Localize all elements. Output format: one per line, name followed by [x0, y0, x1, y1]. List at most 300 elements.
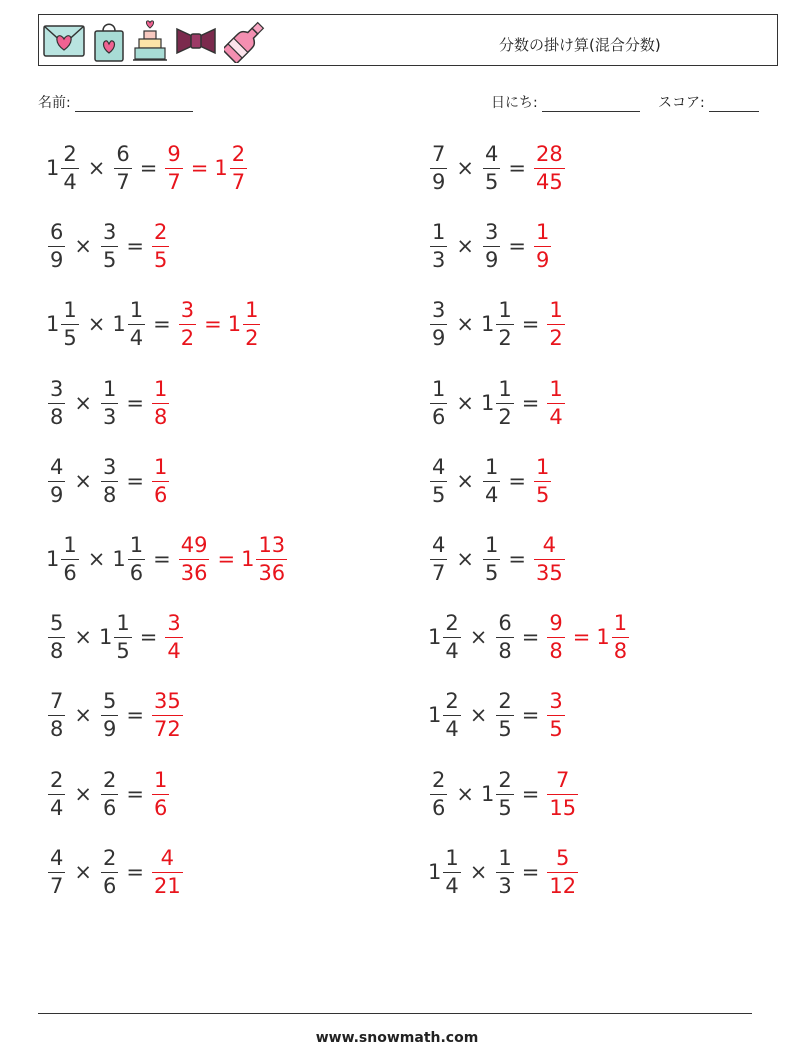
operand-b-numerator: 1	[498, 376, 512, 401]
answer-improper-fraction-bar	[165, 637, 182, 638]
operand-a-fraction-bar	[430, 794, 447, 795]
answer-mixed-denominator: 8	[613, 639, 628, 664]
operand-b-fraction	[483, 144, 500, 193]
answer-improper-number	[177, 535, 212, 584]
answer	[545, 691, 566, 740]
operand-a-number	[428, 535, 449, 584]
answer-improper-numerator: 1	[535, 220, 550, 245]
answer-improper-numerator: 9	[167, 142, 181, 166]
answer-improper-fraction-bar	[534, 246, 551, 247]
problem-10	[428, 454, 553, 507]
operand-a-fraction	[443, 691, 460, 740]
operand-a-fraction-bar	[443, 872, 460, 873]
answer-mixed-number	[596, 613, 631, 662]
operand-a-fraction	[48, 376, 65, 429]
operand-a-fraction-bar	[48, 637, 65, 638]
operand-b-number	[112, 535, 147, 584]
operand-a-fraction	[430, 222, 447, 271]
answer-mixed-denominator: 2	[245, 326, 259, 351]
operand-b-number	[481, 144, 502, 193]
operand-b-number	[494, 845, 515, 898]
operand-b-fraction-bar	[101, 715, 118, 716]
operand-a-denominator: 6	[432, 404, 446, 429]
answer-improper-fraction	[534, 144, 565, 193]
operand-a-numerator: 2	[50, 767, 64, 792]
answer-improper-numerator: 1	[549, 298, 563, 323]
answer-mixed-whole: 1	[214, 156, 228, 180]
operand-b-numerator: 6	[116, 142, 130, 166]
operand-b-numerator: 2	[498, 689, 512, 714]
answer-improper-number	[545, 613, 566, 662]
equals-sign: =	[126, 859, 144, 884]
operand-a-whole: 1	[46, 547, 60, 571]
answer-improper-fraction-bar	[152, 794, 169, 795]
operand-b-denominator: 8	[498, 639, 512, 664]
operand-b-fraction	[496, 691, 513, 740]
operand-b-denominator: 7	[116, 170, 130, 194]
answer-improper-fraction	[534, 222, 551, 271]
problem-14	[428, 613, 631, 662]
operand-b-number	[481, 535, 502, 584]
answer	[532, 535, 567, 584]
answer-improper-numerator: 4	[160, 845, 175, 870]
answer-mixed-fraction	[612, 613, 629, 662]
operand-a-fraction-bar	[48, 246, 65, 247]
operand-b-denominator: 8	[102, 482, 117, 507]
equals-sign: =	[521, 703, 540, 728]
problem-9	[46, 454, 171, 507]
equals-sign: =	[508, 468, 526, 493]
problem-5	[46, 300, 262, 349]
operand-b-denominator: 3	[498, 873, 512, 898]
answer-improper-fraction	[547, 691, 564, 740]
operand-b-fraction	[483, 454, 500, 507]
operand-a-fraction	[48, 691, 65, 740]
answer	[545, 300, 566, 349]
answer-improper-number	[150, 222, 171, 271]
operand-b-fraction	[128, 535, 145, 584]
operand-b-denominator: 6	[102, 795, 117, 820]
operand-a-number	[46, 300, 81, 349]
answer	[177, 535, 289, 584]
answer	[532, 454, 553, 507]
operand-a-fraction-bar	[48, 403, 65, 404]
answer-improper-denominator: 36	[180, 561, 208, 585]
problem-16	[428, 691, 567, 740]
answer-improper-number	[150, 376, 171, 429]
operand-b-fraction-bar	[483, 481, 500, 482]
answer-improper-fraction-bar	[152, 481, 169, 482]
answer-improper-number	[150, 454, 171, 507]
operand-b-denominator: 5	[116, 639, 130, 664]
operand-b-number	[99, 454, 120, 507]
problem-11	[46, 535, 289, 584]
operand-b-denominator: 2	[498, 326, 512, 351]
problem-17	[46, 767, 171, 820]
operand-b-numerator: 3	[484, 220, 499, 245]
operand-a-numerator: 4	[432, 533, 446, 557]
name-blank[interactable]	[75, 97, 193, 112]
operand-a-fraction-bar	[443, 637, 460, 638]
answer-improper-denominator: 7	[167, 170, 181, 194]
operand-a-number	[428, 454, 449, 507]
equals-sign: =	[521, 390, 540, 415]
operand-a-number	[46, 535, 81, 584]
operand-a-denominator: 9	[50, 248, 64, 273]
answer-mixed-number	[241, 535, 289, 584]
answer-mixed-fraction-bar	[243, 324, 260, 325]
operand-b-fraction	[101, 845, 118, 898]
answer-improper-numerator: 9	[549, 611, 563, 636]
operand-a-fraction-bar	[430, 324, 447, 325]
answer-mixed-whole: 1	[241, 547, 255, 571]
answer-mixed-fraction	[243, 300, 260, 349]
operand-a-numerator: 2	[445, 611, 459, 636]
answer-improper-number	[150, 845, 185, 898]
operand-b-numerator: 1	[102, 376, 117, 401]
answer-mixed-numerator: 1	[245, 298, 259, 323]
equals-sign: =	[126, 703, 144, 728]
answer-improper-denominator: 6	[153, 482, 168, 507]
answer-improper-fraction-bar	[547, 794, 578, 795]
times-sign: ×	[456, 156, 474, 180]
equals-sign: =	[139, 156, 158, 180]
score-field	[658, 92, 759, 112]
answer-improper-fraction	[152, 222, 169, 271]
operand-b-fraction-bar	[496, 872, 513, 873]
answer-improper-fraction	[179, 535, 210, 584]
operand-a-numerator: 5	[50, 611, 64, 636]
answer-improper-numerator: 1	[153, 454, 168, 479]
operand-b-whole: 1	[480, 312, 495, 337]
times-sign: ×	[74, 703, 92, 728]
operand-b-numerator: 1	[498, 845, 512, 870]
problem-1	[46, 144, 249, 193]
operand-a-number	[428, 376, 449, 429]
problem-20	[428, 845, 580, 898]
operand-a-denominator: 7	[432, 561, 446, 585]
answer	[150, 376, 171, 429]
operand-b-fraction-bar	[496, 324, 513, 325]
answer-improper-fraction-bar	[179, 324, 196, 325]
operand-a-denominator: 9	[50, 482, 64, 507]
operand-b-denominator: 4	[129, 326, 144, 351]
operand-b-fraction-bar	[101, 246, 118, 247]
answer-improper-numerator: 28	[535, 142, 563, 166]
answer-improper-denominator: 2	[549, 326, 563, 351]
equals-sign: =	[126, 781, 144, 806]
operand-b-denominator: 6	[129, 561, 144, 585]
answer-improper-fraction-bar	[152, 403, 169, 404]
operand-b-numerator: 1	[129, 533, 144, 557]
operand-b-numerator: 3	[102, 454, 117, 479]
answer-improper-denominator: 5	[549, 717, 563, 742]
operand-b-whole: 1	[480, 781, 495, 806]
operand-a-fraction	[430, 535, 447, 584]
operand-b-fraction-bar	[483, 559, 500, 560]
operand-a-fraction-bar	[61, 559, 78, 560]
operand-a-fraction-bar	[430, 559, 447, 560]
operand-b-number	[494, 613, 515, 662]
operand-b-denominator: 5	[484, 170, 499, 194]
equals-sign: =	[521, 781, 540, 806]
answer-improper-number	[163, 613, 184, 662]
operand-b-denominator: 5	[484, 561, 499, 585]
operand-a-whole: 1	[46, 156, 60, 180]
answer-improper-numerator: 3	[180, 298, 195, 323]
operand-a-denominator: 4	[445, 717, 459, 742]
operand-b-fraction-bar	[496, 637, 513, 638]
equals-sign: =	[508, 547, 526, 571]
answer-improper-denominator: 21	[153, 873, 181, 898]
answer-equals-sign: =	[204, 312, 222, 337]
operand-b-number	[481, 300, 516, 349]
operand-a-numerator: 1	[63, 533, 77, 557]
operand-a-numerator: 7	[432, 142, 446, 166]
operand-b-numerator: 1	[484, 533, 499, 557]
answer-mixed-numerator: 2	[231, 142, 246, 166]
operand-a-numerator: 7	[50, 689, 64, 714]
answer-improper-fraction-bar	[152, 246, 169, 247]
operand-a-fraction-bar	[430, 246, 447, 247]
operand-a-numerator: 1	[432, 376, 446, 401]
operand-b-denominator: 4	[484, 482, 499, 507]
operand-b-fraction	[101, 222, 118, 271]
times-sign: ×	[74, 859, 92, 884]
times-sign: ×	[74, 390, 92, 415]
answer-improper-fraction	[547, 376, 564, 429]
operand-a-fraction	[430, 454, 447, 507]
answer-improper-denominator: 4	[167, 639, 181, 664]
score-label: スコア:	[658, 95, 705, 111]
answer	[545, 376, 566, 429]
operand-b-fraction-bar	[128, 559, 145, 560]
operand-b-number	[112, 300, 147, 349]
date-label: 日にち:	[491, 95, 538, 111]
operand-b-fraction	[101, 376, 118, 429]
answer-improper-denominator: 8	[153, 404, 168, 429]
operand-b-fraction-bar	[114, 168, 131, 169]
answer-equals-sign: =	[572, 625, 591, 650]
answer-improper-numerator: 3	[549, 689, 563, 714]
answer-improper-number	[532, 454, 553, 507]
operand-b-fraction	[496, 300, 513, 349]
operand-a-numerator: 4	[50, 454, 64, 479]
answer	[532, 144, 567, 193]
operand-a-numerator: 3	[432, 298, 446, 323]
operand-a-fraction	[443, 845, 460, 898]
operand-a-denominator: 5	[432, 482, 446, 507]
answer-improper-number	[532, 222, 553, 271]
operand-b-numerator: 2	[102, 845, 117, 870]
equals-sign: =	[521, 625, 540, 650]
equals-sign: =	[126, 390, 144, 415]
times-sign: ×	[456, 234, 474, 259]
operand-a-denominator: 9	[432, 326, 446, 351]
answer-improper-fraction	[534, 535, 565, 584]
operand-a-number	[46, 454, 67, 507]
equals-sign: =	[153, 547, 171, 571]
operand-a-number	[428, 144, 449, 193]
operand-a-denominator: 6	[63, 561, 77, 585]
answer-improper-numerator: 7	[556, 767, 570, 792]
operand-a-number	[428, 613, 463, 662]
date-blank[interactable]	[542, 97, 640, 112]
answer-improper-fraction-bar	[152, 715, 183, 716]
operand-b-number	[99, 376, 120, 429]
operand-b-fraction	[101, 691, 118, 740]
answer-improper-fraction	[534, 454, 551, 507]
equals-sign: =	[139, 625, 158, 650]
answer-mixed-whole: 1	[227, 312, 242, 337]
answer-improper-fraction-bar	[152, 872, 183, 873]
answer-improper-fraction	[152, 454, 169, 507]
operand-b-denominator: 3	[102, 404, 117, 429]
times-sign: ×	[469, 625, 488, 650]
operand-a-fraction	[61, 300, 78, 349]
operand-a-fraction	[430, 144, 447, 193]
operand-b-numerator: 5	[102, 689, 117, 714]
equals-sign: =	[153, 312, 171, 337]
operand-a-whole: 1	[428, 859, 442, 884]
operand-a-fraction-bar	[61, 168, 78, 169]
answer-improper-fraction-bar	[534, 168, 565, 169]
operand-b-fraction	[496, 613, 513, 662]
answer-mixed-numerator: 1	[613, 611, 628, 636]
answer-improper-numerator: 1	[153, 767, 168, 792]
answer-improper-numerator: 5	[556, 845, 570, 870]
operand-a-fraction	[48, 613, 65, 662]
answer	[150, 691, 185, 740]
answer	[150, 222, 171, 271]
operand-a-number	[46, 222, 67, 271]
operand-a-denominator: 7	[50, 873, 64, 898]
score-blank[interactable]	[709, 97, 759, 112]
header-box	[38, 14, 778, 66]
operand-b-number	[99, 613, 134, 662]
problem-13	[46, 613, 185, 662]
equals-sign: =	[508, 234, 526, 259]
problem-15	[46, 691, 185, 740]
operand-b-number	[112, 144, 133, 193]
operand-a-numerator: 4	[432, 454, 446, 479]
operand-a-fraction	[430, 767, 447, 820]
answer	[150, 454, 171, 507]
times-sign: ×	[74, 234, 92, 259]
answer-improper-fraction-bar	[179, 559, 210, 560]
operand-a-denominator: 4	[445, 873, 459, 898]
answer-mixed-fraction-bar	[230, 168, 247, 169]
operand-a-number	[46, 144, 81, 193]
operand-b-fraction-bar	[128, 324, 145, 325]
operand-a-numerator: 4	[50, 845, 64, 870]
operand-a-fraction-bar	[430, 403, 447, 404]
operand-a-fraction-bar	[48, 872, 65, 873]
answer-improper-numerator: 1	[549, 376, 563, 401]
operand-b-numerator: 6	[498, 611, 512, 636]
answer	[545, 767, 580, 820]
operand-b-whole: 1	[112, 312, 126, 337]
answer-improper-number	[532, 535, 567, 584]
operand-a-fraction	[48, 222, 65, 271]
answer-improper-number	[150, 691, 185, 740]
operand-b-fraction	[101, 454, 118, 507]
operand-b-fraction-bar	[483, 246, 500, 247]
operand-a-numerator: 6	[50, 220, 64, 245]
operand-a-whole: 1	[428, 625, 442, 650]
answer-mixed-denominator: 36	[258, 561, 286, 585]
operand-a-number	[46, 767, 67, 820]
answer-improper-numerator: 2	[153, 220, 168, 245]
answer-improper-denominator: 2	[180, 326, 195, 351]
answer-mixed-whole: 1	[596, 625, 610, 650]
times-sign: ×	[456, 312, 474, 337]
operand-b-number	[99, 222, 120, 271]
times-sign: ×	[74, 781, 92, 806]
operand-a-denominator: 4	[445, 639, 459, 664]
operand-a-numerator: 1	[445, 845, 459, 870]
answer-improper-denominator: 12	[549, 873, 577, 898]
answer-improper-numerator: 4	[542, 533, 557, 557]
operand-b-fraction	[128, 300, 145, 349]
answer-improper-denominator: 45	[535, 170, 563, 194]
operand-a-denominator: 6	[432, 795, 446, 820]
answer-equals-sign: =	[190, 156, 209, 180]
operand-a-numerator: 1	[63, 298, 77, 323]
love-letter-icon	[42, 22, 86, 60]
bow-tie-icon	[174, 22, 218, 60]
answer-improper-number	[545, 845, 580, 898]
operand-a-denominator: 3	[432, 248, 446, 273]
gift-bag-icon	[92, 19, 126, 63]
operand-b-fraction	[483, 222, 500, 271]
equals-sign: =	[126, 468, 144, 493]
problem-19	[46, 845, 185, 898]
answer	[150, 845, 185, 898]
times-sign: ×	[87, 547, 106, 571]
problem-3	[46, 222, 171, 271]
operand-a-whole: 1	[428, 703, 442, 728]
answer-improper-fraction	[165, 613, 182, 662]
operand-a-number	[428, 845, 463, 898]
answer-mixed-numerator: 13	[258, 533, 286, 557]
operand-b-fraction-bar	[101, 481, 118, 482]
operand-a-number	[428, 691, 463, 740]
answer-improper-number	[177, 300, 198, 349]
operand-a-number	[46, 691, 67, 740]
operand-b-number	[480, 767, 516, 820]
name-label: 名前:	[38, 95, 71, 111]
operand-a-fraction-bar	[48, 715, 65, 716]
answer-improper-fraction	[179, 300, 196, 349]
problem-8	[428, 376, 567, 429]
operand-b-fraction-bar	[101, 403, 118, 404]
answer-improper-numerator: 1	[153, 376, 168, 401]
answer-improper-denominator: 6	[153, 795, 168, 820]
operand-a-denominator: 8	[50, 404, 64, 429]
times-sign: ×	[456, 547, 474, 571]
answer-mixed-fraction	[256, 535, 287, 584]
times-sign: ×	[87, 312, 106, 337]
answer-improper-number	[545, 300, 566, 349]
operand-b-fraction	[114, 613, 131, 662]
times-sign: ×	[469, 859, 488, 884]
operand-a-fraction	[430, 376, 447, 429]
equals-sign: =	[521, 859, 540, 884]
operand-b-fraction	[496, 376, 513, 429]
operand-b-numerator: 2	[498, 767, 512, 792]
equals-sign: =	[126, 234, 144, 259]
